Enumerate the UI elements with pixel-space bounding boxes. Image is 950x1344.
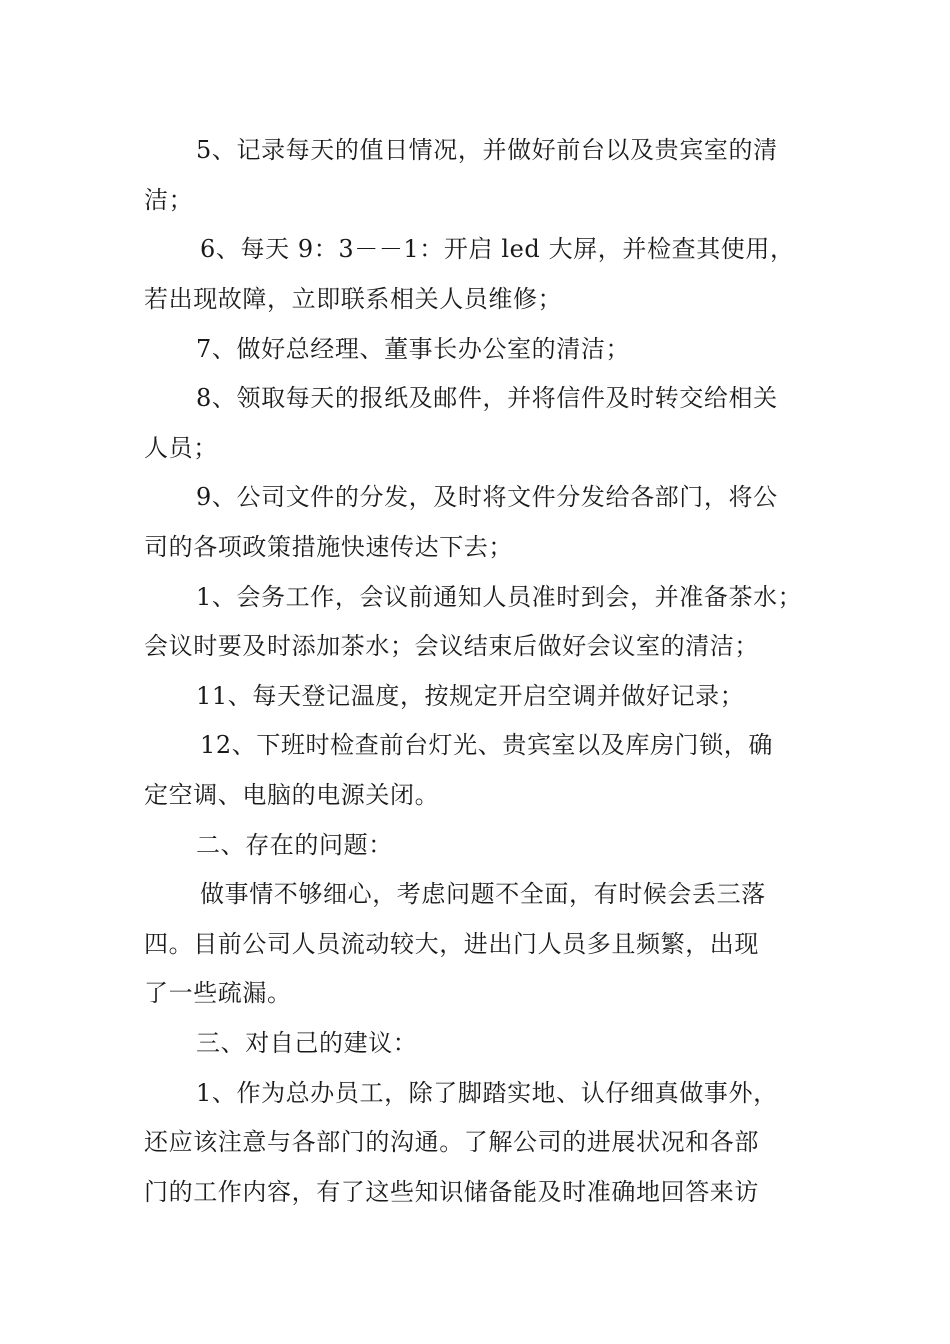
paragraph-line: 9、公司文件的分发，及时将文件分发给各部门，将公 [196,483,778,511]
paragraph-line: 7、做好总经理、董事长办公室的清洁； [196,335,631,363]
paragraph-line: 了一些疏漏。 [144,979,292,1007]
paragraph-line: 做事情不够细心，考虑问题不全面，有时候会丢三落 [200,880,766,908]
paragraph-line: 会议时要及时添加茶水；会议结束后做好会议室的清洁； [144,632,759,660]
paragraph-line: 四。目前公司人员流动较大，进出门人员多且频繁，出现 [144,930,759,958]
paragraph-line: 还应该注意与各部门的沟通。了解公司的进展状况和各部 [144,1128,759,1156]
paragraph-line: 司的各项政策措施快速传达下去； [144,533,513,561]
section-heading: 三、对自己的建议： [196,1029,418,1057]
paragraph-line: 1、作为总办员工，除了脚踏实地、认仔细真做事外， [196,1079,778,1107]
paragraph-line: 5、记录每天的值日情况，并做好前台以及贵宾室的清 [196,136,778,164]
paragraph-line: 12、下班时检查前台灯光、贵宾室以及库房门锁，确 [200,731,773,759]
paragraph-line: 1、会务工作，会议前通知人员准时到会，并准备茶水； [196,583,803,611]
paragraph-line: 若出现故障，立即联系相关人员维修； [144,285,563,313]
paragraph-line: 8、领取每天的报纸及邮件，并将信件及时转交给相关 [196,384,778,412]
paragraph-line: 11、每天登记温度，按规定开启空调并做好记录； [196,682,745,710]
paragraph-line: 门的工作内容，有了这些知识储备能及时准确地回答来访 [144,1178,759,1206]
section-heading: 二、存在的问题： [196,831,393,859]
paragraph-line: 6、每天 9：3－－1：开启 led 大屏，并检查其使用， [200,235,795,263]
paragraph-line: 定空调、电脑的电源关闭。 [144,781,440,809]
paragraph-line: 人员； [144,434,218,462]
paragraph-line: 洁； [144,186,194,214]
